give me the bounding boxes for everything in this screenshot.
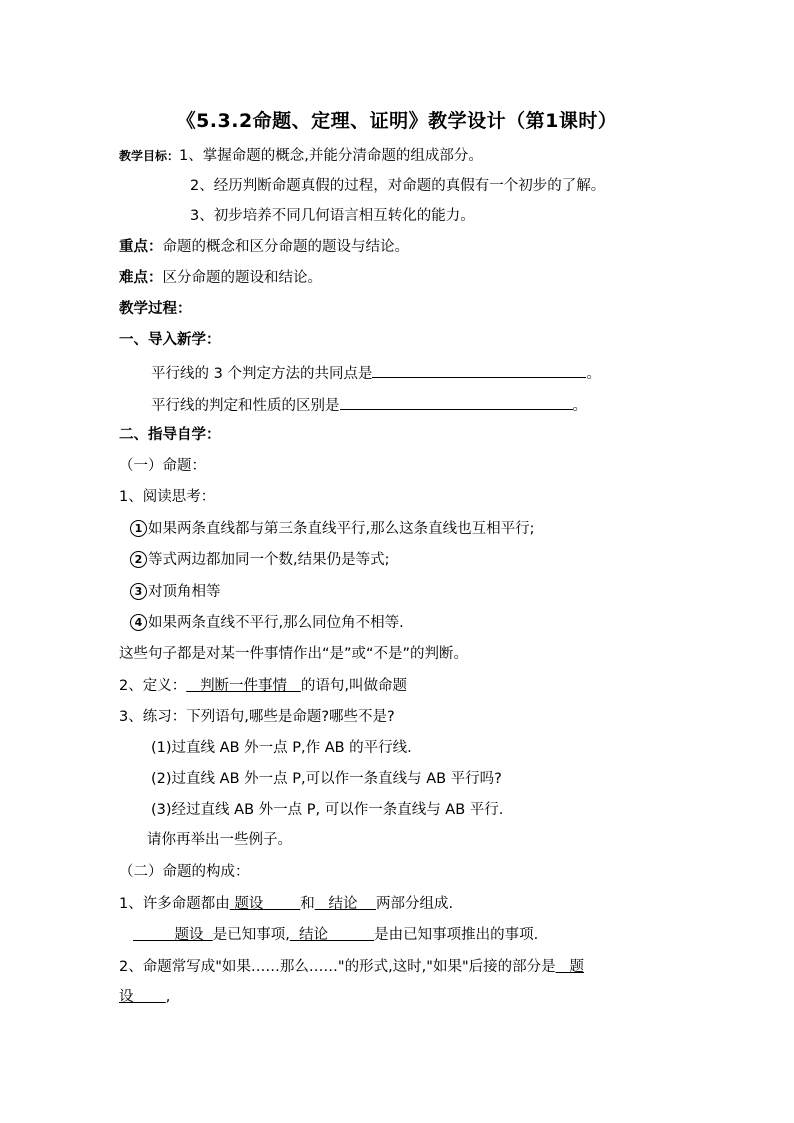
page-title: 《5.3.2命题、定理、证明》教学设计（第1课时） (176, 110, 618, 132)
exercise-prompt: 3、练习：下列语句,哪些是命题?哪些不是? (119, 709, 395, 725)
answer-conclusion: 结论 (328, 896, 358, 912)
intro-question-2 (151, 394, 587, 416)
answer-premise: 题设 (174, 927, 204, 943)
exercise-item: (1)过直线 AB 外一点 P,作 AB 的平行线. (151, 740, 412, 756)
intro-question-1 (151, 362, 601, 384)
answer-blank (340, 394, 573, 410)
sentence-text: 如果两条直线都与第三条直线平行,那么这条直线也互相平行; (148, 521, 535, 537)
difficulty-row (119, 268, 322, 288)
composition-row-2 (133, 925, 538, 945)
key-point-label: 重点： (119, 239, 163, 255)
circled-number: 1 (130, 520, 147, 537)
key-point-text: 命题的概念和区分命题的题设与结论。 (162, 239, 409, 255)
composition-mid: 和 (300, 896, 315, 912)
sentence-item (130, 519, 535, 539)
circled-number: 3 (130, 583, 147, 600)
objective-item-1: 1、掌握命题的概念,并能分清命题的组成部分。 (179, 148, 483, 164)
circled-number: 4 (130, 614, 147, 631)
sentence-item (130, 550, 390, 570)
section2-heading: 二、指导自学： (119, 427, 221, 443)
intro-question-1-text: 平行线的 3 个判定方法的共同点是 (151, 366, 373, 382)
period: 。 (572, 398, 587, 414)
summary-text: 这些句子都是对某一件事情作出“是”或“不是”的判断。 (119, 646, 469, 662)
key-point-row (119, 237, 409, 257)
composition-suffix: 两部分组成. (375, 896, 454, 912)
sentence-text: 等式两边都加同一个数,结果仍是等式; (148, 552, 390, 568)
sentence-text: 如果两条直线不平行,那么同位角不相等. (148, 615, 404, 631)
exercise-item: (3)经过直线 AB 外一点 P, 可以作一条直线与 AB 平行. (151, 802, 504, 818)
sentence-item (130, 582, 221, 602)
comma: , (165, 989, 171, 1005)
objectives-row (119, 146, 483, 166)
answer-blank (372, 362, 586, 378)
more-examples: 请你再举出一些例子。 (147, 832, 292, 848)
reading-label: 1、阅读思考： (119, 489, 216, 505)
composition-row-3-continued (119, 987, 170, 1007)
composition-prefix: 1、许多命题都由 (119, 896, 230, 912)
subsection-propositions: （一）命题： (119, 458, 206, 474)
answer-premise: 题设 (234, 896, 264, 912)
composition-row-1 (119, 894, 453, 914)
intro-question-2-text: 平行线的判定和性质的区别是 (151, 398, 340, 414)
sentence-text: 对顶角相等 (148, 584, 221, 600)
section1-heading: 一、导入新学： (119, 332, 221, 348)
objective-item-3: 3、初步培养不同几何语言相互转化的能力。 (190, 208, 475, 224)
composition-text: 是已知事项, (212, 927, 290, 943)
answer-premise-part1: 题 (569, 959, 584, 975)
process-label: 教学过程： (119, 301, 192, 317)
answer-conclusion: 结论 (299, 927, 329, 943)
difficulty-text: 区分命题的题设和结论。 (162, 270, 322, 286)
period: 。 (586, 366, 601, 382)
composition-row-3 (119, 957, 584, 977)
exercise-item: (2)过直线 AB 外一点 P,可以作一条直线与 AB 平行吗? (151, 771, 502, 787)
difficulty-label: 难点： (119, 270, 163, 286)
definition-suffix: 的语句,叫做命题 (300, 678, 407, 694)
composition-text: 2、命题常写成"如果……那么……"的形式,这时,"如果"后接的部分是 (119, 959, 556, 975)
subsection-structure: （二）命题的构成： (119, 864, 250, 880)
definition-answer: 判断一件事情 (200, 678, 288, 694)
composition-text: 是由已知事项推出的事项. (374, 927, 539, 943)
objective-item-2: 2、经历判断命题真假的过程，对命题的真假有一个初步的了解。 (190, 178, 606, 194)
circled-number: 2 (130, 551, 147, 568)
definition-row (119, 676, 407, 696)
answer-premise-part2: 设 (119, 989, 134, 1005)
sentence-item (130, 613, 404, 633)
objectives-label: 教学目标： (119, 149, 180, 163)
definition-prefix: 2、定义： (119, 678, 187, 694)
